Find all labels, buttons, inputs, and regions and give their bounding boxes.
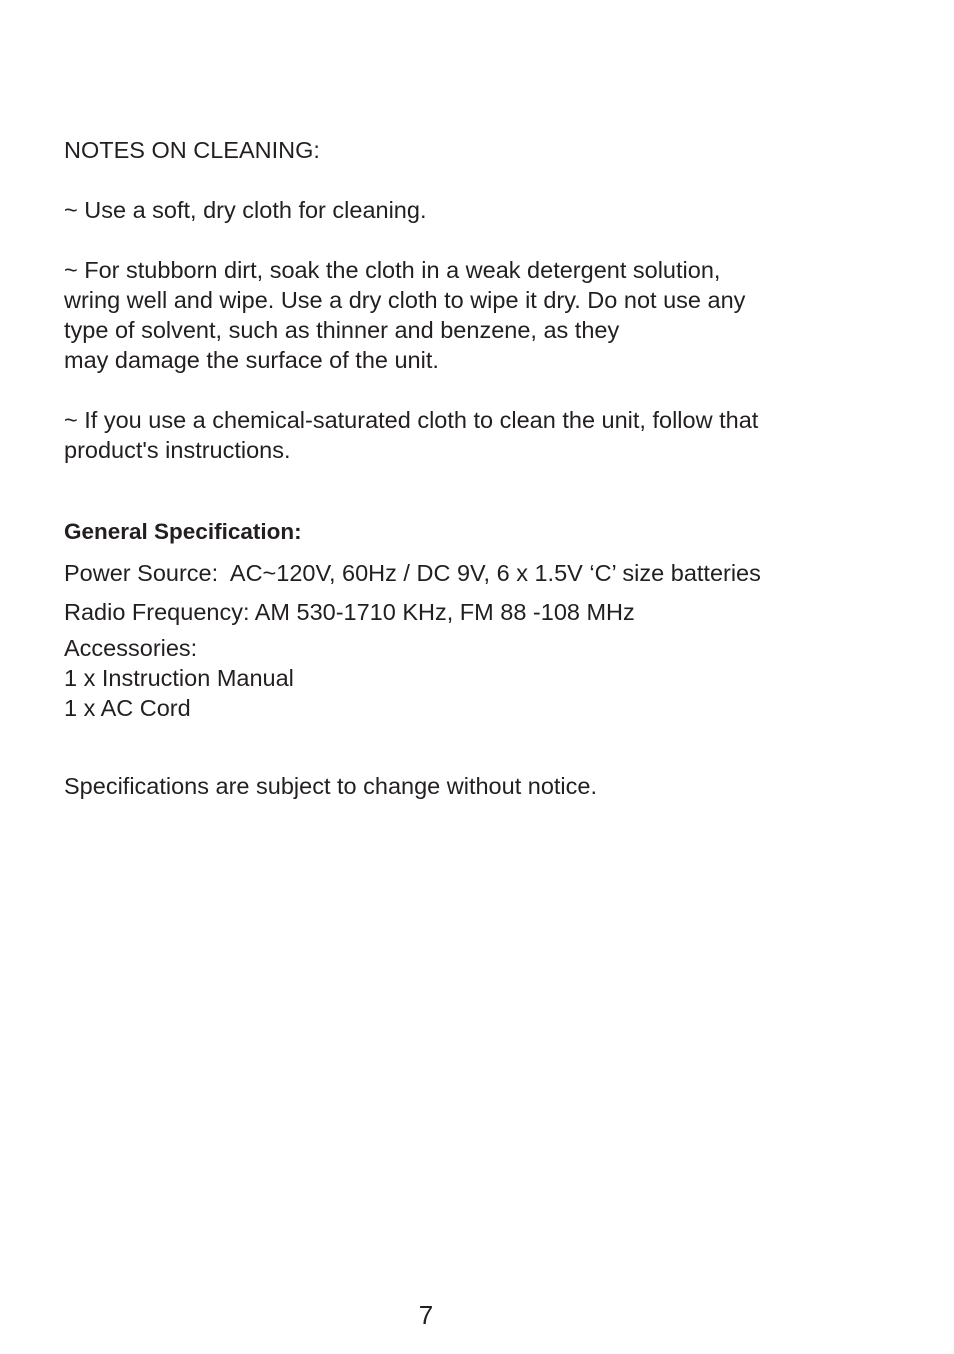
cleaning-heading: NOTES ON CLEANING:	[64, 137, 320, 163]
power-source: Power Source: AC~120V, 60Hz / DC 9V, 6 x 1.5V ‘C’ size batteries	[64, 560, 761, 586]
cleaning-note-line: wring well and wipe. Use a dry cloth to wipe it dry. Do not use any	[64, 287, 746, 313]
radio-frequency: Radio Frequency: AM 530-1710 KHz, FM 88 -108 MHz	[64, 599, 635, 625]
specification-heading: General Specification:	[64, 519, 302, 544]
cleaning-note-line: type of solvent, such as thinner and benzene, as they	[64, 317, 620, 343]
cleaning-note-soft-cloth: ~ Use a soft, dry cloth for cleaning.	[64, 197, 427, 223]
page-number: 7	[418, 1300, 434, 1330]
accessory-item: 1 x Instruction Manual	[64, 665, 294, 691]
cleaning-note-line: may damage the surface of the unit.	[64, 347, 439, 373]
specification-notice: Specifications are subject to change without notice.	[64, 773, 597, 799]
cleaning-note-line: ~ If you use a chemical-saturated cloth to clean the unit, follow that	[64, 407, 759, 433]
cleaning-note-line: product's instructions.	[64, 437, 291, 463]
accessories-label: Accessories:	[64, 635, 198, 661]
cleaning-note-line: ~ For stubborn dirt, soak the cloth in a weak detergent solution,	[64, 257, 721, 283]
accessory-item: 1 x AC Cord	[64, 695, 191, 721]
